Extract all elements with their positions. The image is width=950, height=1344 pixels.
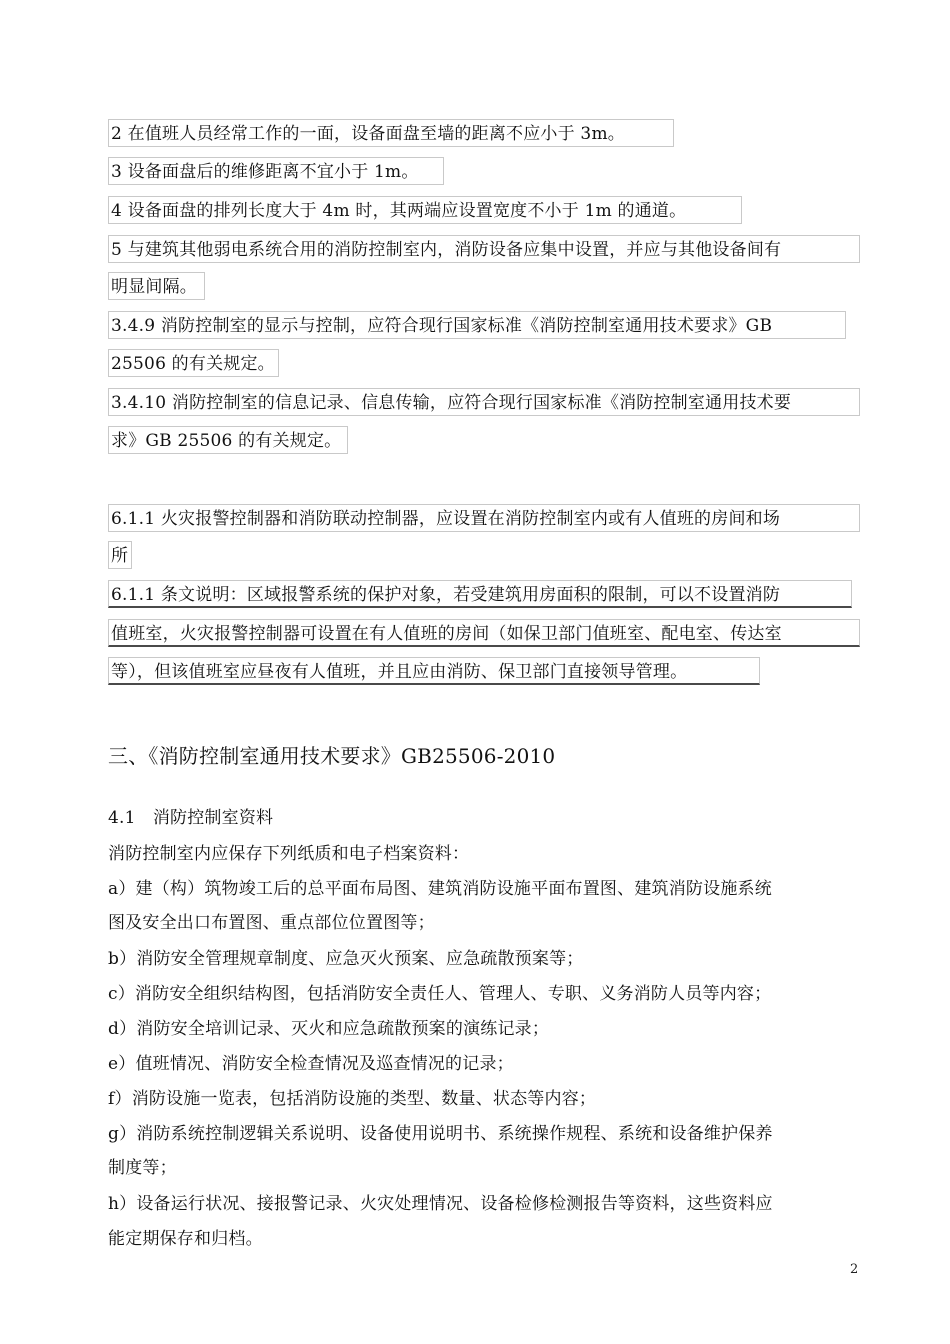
clause-line: 求》GB 25506 的有关规定。 — [108, 426, 348, 454]
clause-line: 3 设备面盘后的维修距离不宜小于 1m。 — [108, 157, 444, 185]
list-item: f）消防设施一览表，包括消防设施的类型、数量、状态等内容； — [108, 1089, 597, 1109]
clause-line: 6.1.1 火灾报警控制器和消防联动控制器，应设置在消防控制室内或有人值班的房间和场 — [108, 504, 860, 532]
list-item: d）消防安全培训记录、灭火和应急疏散预案的演练记录； — [108, 1019, 550, 1039]
list-item: 能定期保存和归档。 — [108, 1229, 263, 1249]
list-item: c）消防安全组织结构图，包括消防安全责任人、管理人、专职、义务消防人员等内容； — [108, 984, 772, 1004]
clause-line: 25506 的有关规定。 — [108, 349, 279, 377]
section-heading: 三、《消防控制室通用技术要求》GB25506-2010 — [108, 744, 556, 768]
list-item: 图及安全出口布置图、重点部位位置图等； — [108, 913, 435, 933]
list-item: 制度等； — [108, 1158, 177, 1178]
paragraph-line: 消防控制室内应保存下列纸质和电子档案资料： — [108, 844, 470, 864]
list-item: h）设备运行状况、接报警记录、火灾处理情况、设备检修检测报告等资料，这些资料应 — [108, 1194, 773, 1214]
list-item: g）消防系统控制逻辑关系说明、设备使用说明书、系统操作规程、系统和设备维护保养 — [108, 1124, 773, 1144]
list-item: e）值班情况、消防安全检查情况及巡查情况的记录； — [108, 1054, 514, 1074]
subsection-title: 4.1 消防控制室资料 — [108, 808, 274, 828]
explanation-line: 值班室，火灾报警控制器可设置在有人值班的房间（如保卫部门值班室、配电室、传达室 — [108, 619, 860, 647]
clause-line: 4 设备面盘的排列长度大于 4m 时，其两端应设置宽度不小于 1m 的通道。 — [108, 196, 742, 224]
clause-line: 5 与建筑其他弱电系统合用的消防控制室内，消防设备应集中设置，并应与其他设备间有 — [108, 235, 860, 263]
clause-line: 2 在值班人员经常工作的一面，设备面盘至墙的距离不应小于 3m。 — [108, 119, 674, 147]
clause-line: 3.4.9 消防控制室的显示与控制，应符合现行国家标准《消防控制室通用技术要求》GB — [108, 311, 846, 339]
clause-line: 明显间隔。 — [108, 272, 205, 300]
list-item: b）消防安全管理规章制度、应急灭火预案、应急疏散预案等； — [108, 949, 584, 969]
page-number: 2 — [850, 1262, 859, 1277]
explanation-line: 等），但该值班室应昼夜有人值班，并且应由消防、保卫部门直接领导管理。 — [108, 657, 760, 685]
clause-line: 3.4.10 消防控制室的信息记录、信息传输，应符合现行国家标准《消防控制室通用技术要 — [108, 388, 860, 416]
explanation-line: 6.1.1 条文说明：区域报警系统的保护对象，若受建筑用房面积的限制，可以不设置消防 — [108, 580, 852, 608]
list-item: a）建（构）筑物竣工后的总平面布局图、建筑消防设施平面布置图、建筑消防设施系统 — [108, 879, 772, 899]
clause-line: 所 — [108, 541, 132, 569]
